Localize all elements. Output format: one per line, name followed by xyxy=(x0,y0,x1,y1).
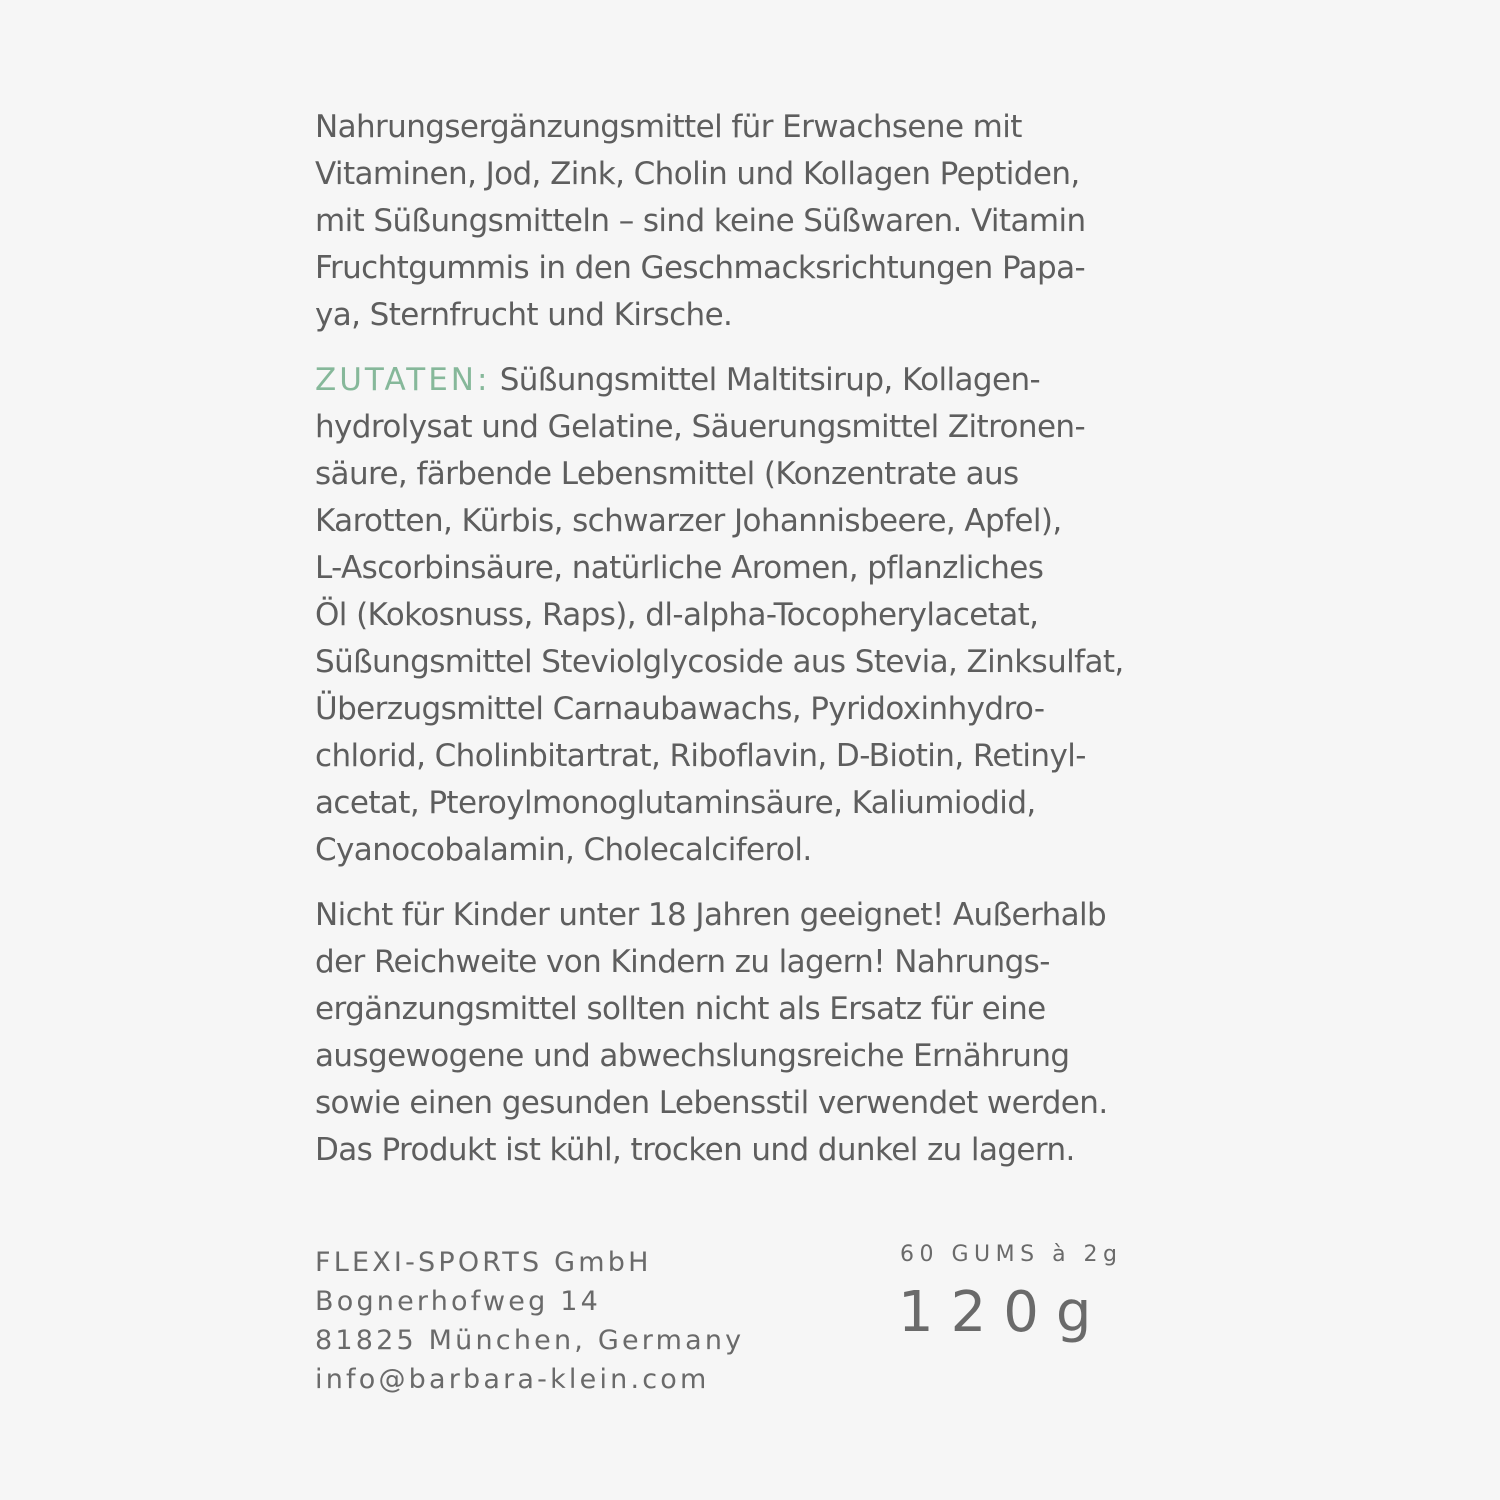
ingredients-label: ZUTATEN: xyxy=(315,362,491,398)
ingredients-line: Überzugsmittel Carnaubawachs, Pyridoxinhydro- xyxy=(315,691,1045,727)
warning-line: der Reichweite von Kindern zu lagern! Nahrungs- xyxy=(315,944,1050,980)
ingredients-line: hydrolysat und Gelatine, Säuerungsmittel Zitronen- xyxy=(315,409,1086,445)
ingredients-line: L-Ascorbinsäure, natürliche Aromen, pflanzliches xyxy=(315,550,1044,586)
warning-line: ergänzungsmittel sollten nicht als Ersatz für eine xyxy=(315,991,1046,1027)
warning-line: Nicht für Kinder unter 18 Jahren geeignet! Außerhalb xyxy=(315,897,1107,933)
manufacturer-address xyxy=(315,1243,744,1399)
warning-line: sowie einen gesunden Lebensstil verwendet werden. xyxy=(315,1085,1108,1121)
city-address: 81825 München, Germany xyxy=(315,1325,745,1356)
ingredients-line: acetat, Pteroylmonoglutaminsäure, Kaliumiodid, xyxy=(315,785,1036,821)
ingredients-line: Cyanocobalamin, Cholecalciferol. xyxy=(315,832,812,868)
warning-line: Das Produkt ist kühl, trocken und dunkel zu lagern. xyxy=(315,1132,1075,1168)
description-line: mit Süßungsmitteln – sind keine Süßwaren. Vitamin xyxy=(315,203,1086,239)
ingredients-line: Süßungsmittel Steviolglycoside aus Stevia, Zinksulfat, xyxy=(315,644,1124,680)
warning-section xyxy=(315,892,1255,1174)
contents-label: 60 GUMS à 2g xyxy=(900,1242,1123,1267)
ingredients-first-line xyxy=(315,357,1255,404)
contact-email: info@barbara-klein.com xyxy=(315,1364,710,1395)
ingredients-line: Öl (Kokosnuss, Raps), dl-alpha-Tocopherylacetat, xyxy=(315,597,1039,633)
ingredients-section xyxy=(315,357,1255,874)
description-line: Vitaminen, Jod, Zink, Cholin und Kollagen Peptiden, xyxy=(315,156,1080,192)
warning-line: ausgewogene und abwechslungsreiche Ernährung xyxy=(315,1038,1070,1074)
ingredients-line: chlorid, Cholinbitartrat, Riboflavin, D-Biotin, Retinyl- xyxy=(315,738,1086,774)
ingredients-line: säure, färbende Lebensmittel (Konzentrate aus xyxy=(315,456,1019,492)
company-name: FLEXI-SPORTS GmbH xyxy=(315,1247,652,1278)
description-line: ya, Sternfrucht und Kirsche. xyxy=(315,297,733,333)
ingredients-line: Süßungsmittel Maltitsirup, Kollagen- xyxy=(499,362,1041,398)
description-line: Nahrungsergänzungsmittel für Erwachsene mit xyxy=(315,109,1022,145)
net-weight: 120g xyxy=(898,1280,1109,1345)
product-description xyxy=(315,104,1255,339)
street-address: Bognerhofweg 14 xyxy=(315,1286,601,1317)
description-line: Fruchtgummis in den Geschmacksrichtungen Papa- xyxy=(315,250,1086,286)
ingredients-line: Karotten, Kürbis, schwarzer Johannisbeere, Apfel), xyxy=(315,503,1062,539)
